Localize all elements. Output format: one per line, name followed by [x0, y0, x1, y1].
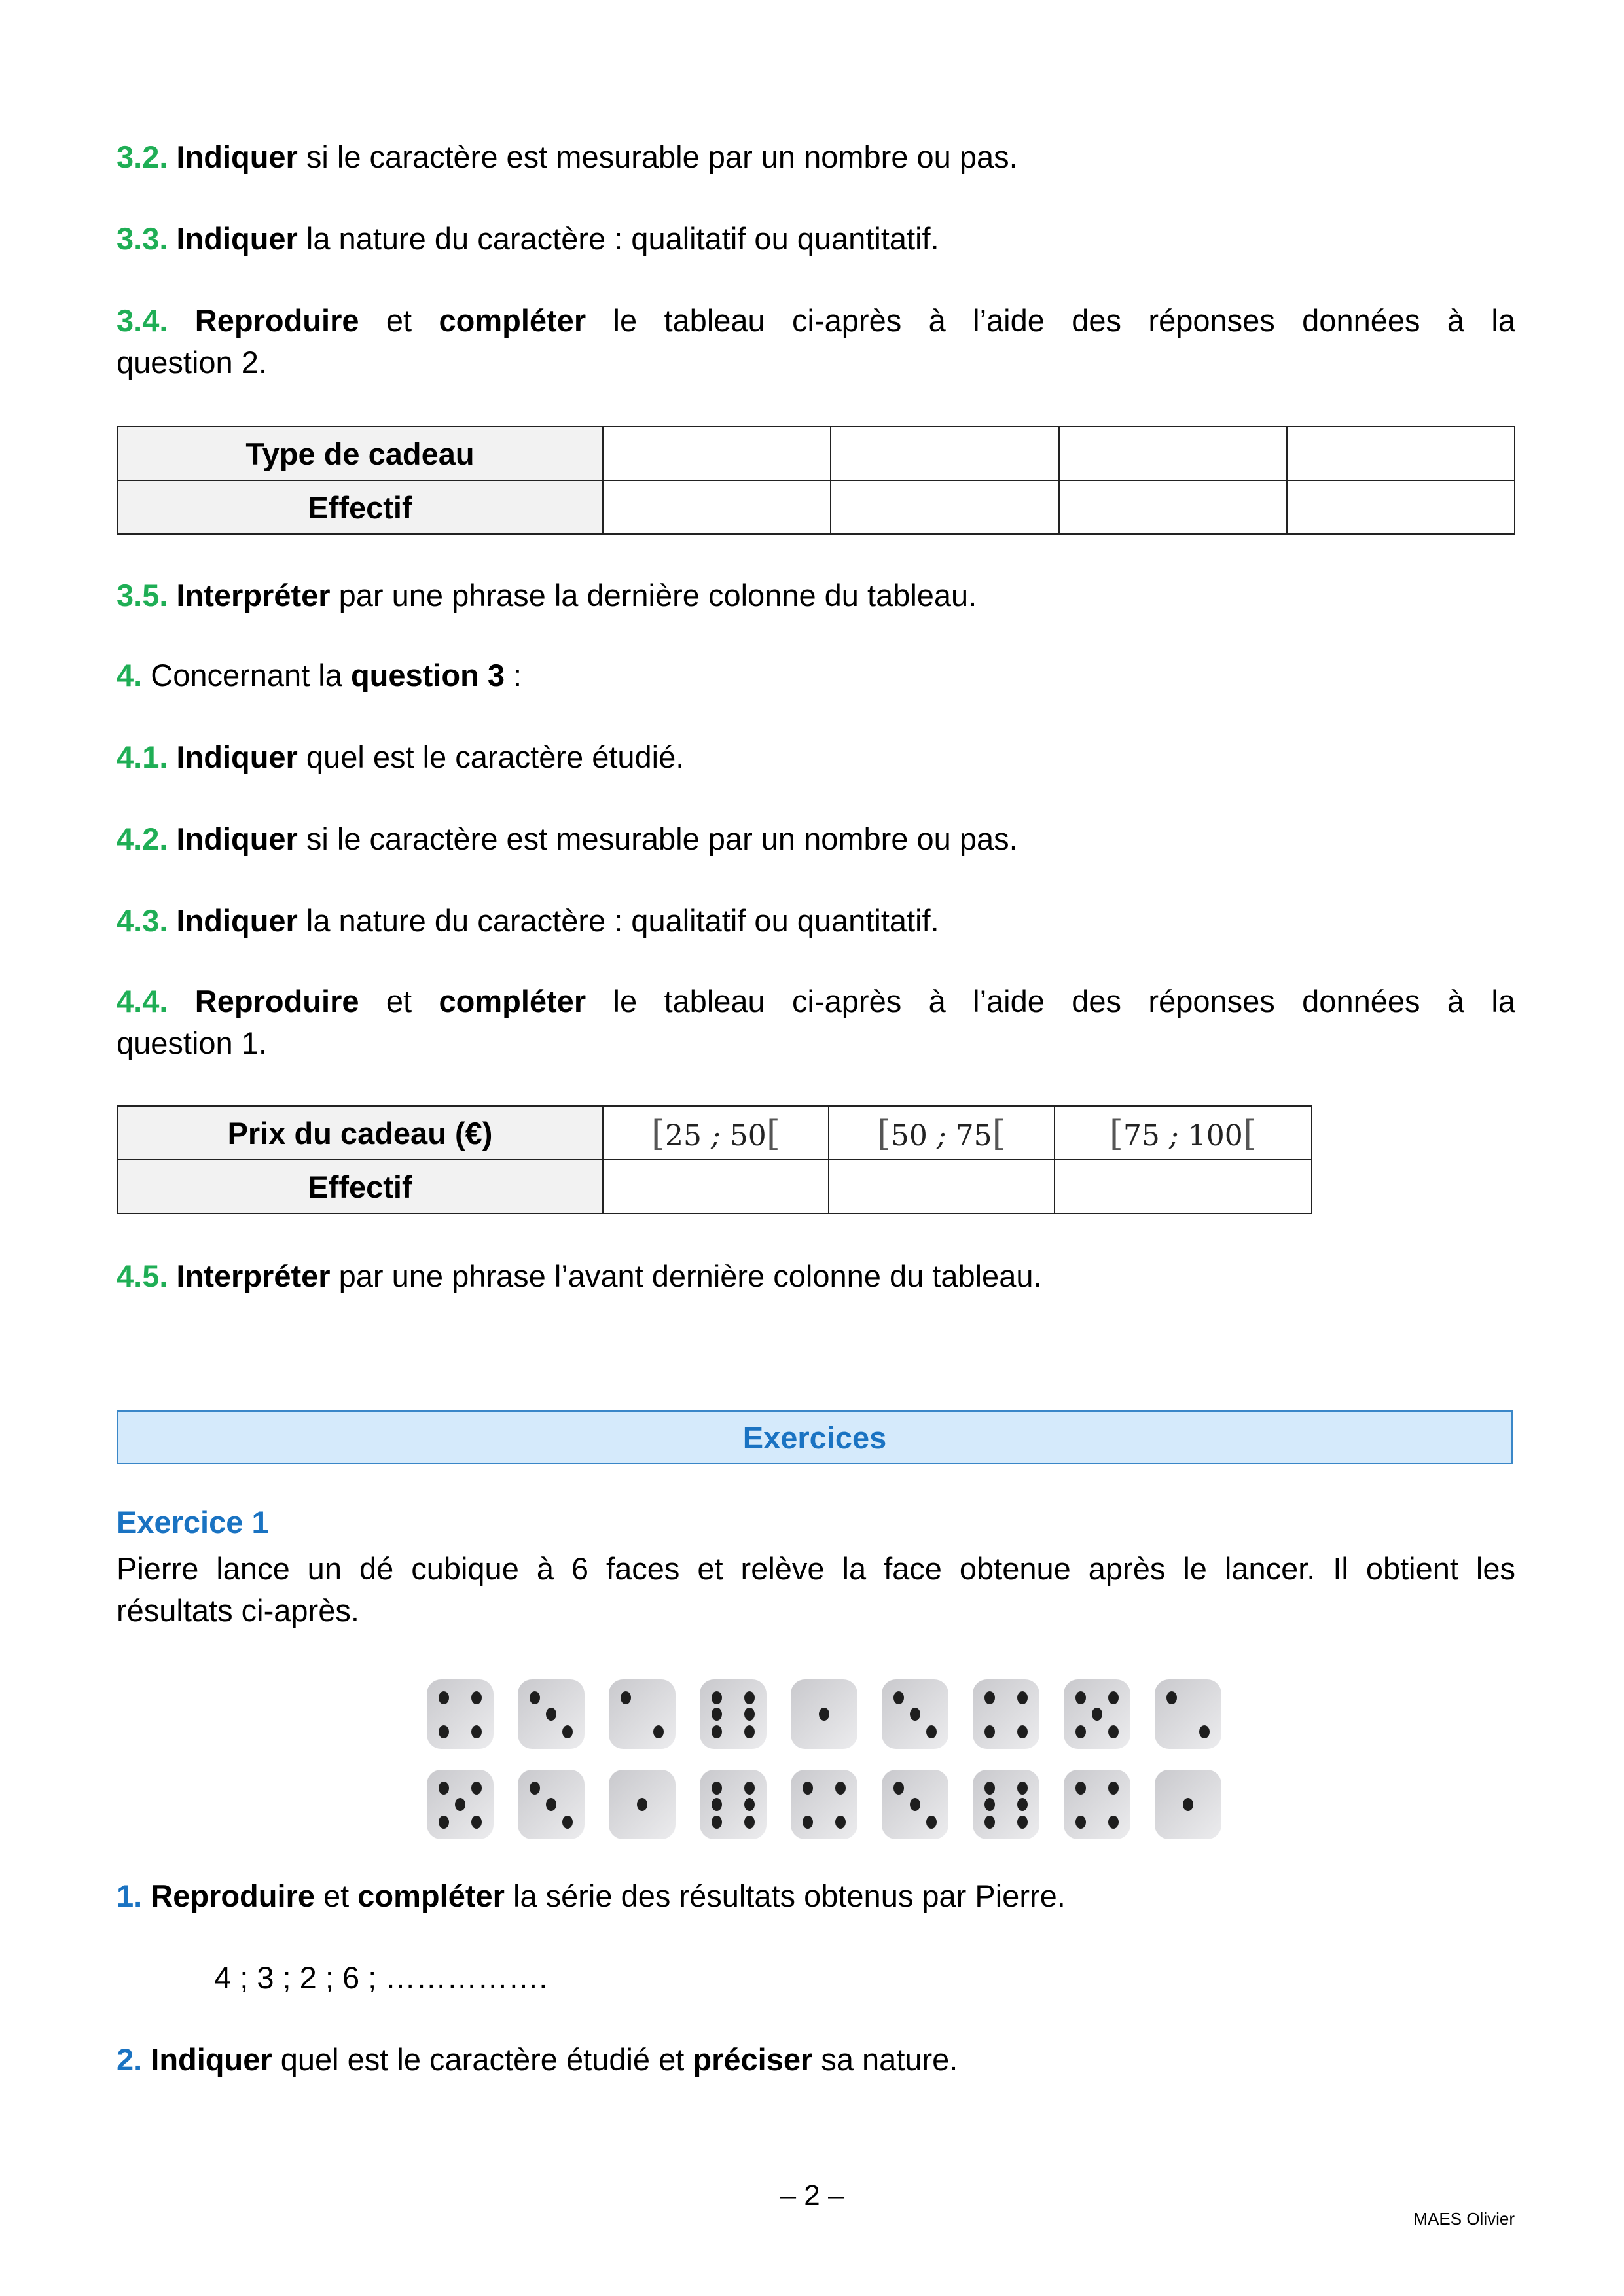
- exercise-1-question-2: [117, 2039, 1515, 2081]
- die-pip: [562, 1816, 573, 1829]
- question-verb: compléter: [357, 1878, 505, 1913]
- die-pip: [439, 1816, 449, 1829]
- question-text: quel est le caractère étudié.: [297, 740, 685, 774]
- question-verb: Indiquer: [176, 821, 298, 856]
- die-pip: [984, 1725, 995, 1738]
- table-header-price: Prix du cadeau (€): [117, 1106, 603, 1160]
- die-pip: [803, 1782, 813, 1795]
- die-pip: [530, 1691, 540, 1704]
- gift-price-table: [117, 1105, 1312, 1214]
- die-pip: [1108, 1782, 1119, 1795]
- question-4-3: [117, 900, 1515, 942]
- die-face-4-icon: [427, 1679, 494, 1749]
- question-text: le tableau ci-après à l’aide des réponses données à la: [586, 303, 1515, 338]
- die-pip: [712, 1725, 722, 1738]
- die-face-3-icon: [518, 1770, 585, 1839]
- die-pip: [1017, 1798, 1028, 1811]
- die-pip: [1017, 1725, 1028, 1738]
- table-cell[interactable]: [831, 480, 1058, 534]
- question-verb: Reproduire: [151, 1878, 315, 1913]
- question-verb: Indiquer: [176, 139, 298, 174]
- question-verb: Interpréter: [176, 578, 331, 613]
- die-pip: [712, 1708, 722, 1721]
- question-number: 4.2.: [117, 821, 168, 856]
- question-text: si le caractère est mesurable par un nombre ou pas.: [297, 821, 1018, 856]
- results-series: 4 ; 3 ; 2 ; 6 ; …………….: [214, 1960, 548, 1995]
- die-face-1-icon: [609, 1770, 676, 1839]
- interval-cell: [25 ; 50[: [603, 1106, 829, 1160]
- die-pip: [910, 1798, 920, 1811]
- table-row: [117, 480, 1515, 534]
- die-pip: [984, 1691, 995, 1704]
- table-row: [117, 427, 1515, 480]
- question-3-4-continuation: question 2.: [117, 345, 267, 380]
- die-pip: [744, 1725, 755, 1738]
- question-4-4: [117, 980, 1515, 1022]
- interval-cell: [50 ; 75[: [829, 1106, 1055, 1160]
- question-number: 4.4.: [117, 984, 168, 1018]
- table-cell[interactable]: [831, 427, 1058, 480]
- banner-title: Exercices: [742, 1420, 887, 1455]
- die-pip: [439, 1782, 449, 1795]
- die-pip: [744, 1782, 755, 1795]
- die-face-4-icon: [973, 1679, 1039, 1749]
- die-pip: [712, 1782, 722, 1795]
- author-name: MAES Olivier: [1413, 2209, 1515, 2229]
- gift-type-table: [117, 426, 1515, 535]
- question-text: quel est le caractère étudié et: [272, 2042, 693, 2077]
- question-text: et: [314, 1878, 358, 1913]
- die-face-5-icon: [1064, 1679, 1130, 1749]
- table-header-effectif: Effectif: [117, 1160, 603, 1213]
- die-pip: [984, 1816, 995, 1829]
- question-4-4-continuation: question 1.: [117, 1026, 267, 1060]
- table-row: [117, 1160, 1312, 1213]
- die-pip: [712, 1816, 722, 1829]
- question-text: par une phrase l’avant dernière colonne du tableau.: [330, 1259, 1042, 1293]
- die-pip: [910, 1708, 920, 1721]
- die-pip: [1108, 1816, 1119, 1829]
- interval-cell: [75 ; 100[: [1055, 1106, 1312, 1160]
- table-header-gift-type: Type de cadeau: [117, 427, 603, 480]
- die-pip: [1075, 1816, 1086, 1829]
- question-3-4: [117, 300, 1515, 342]
- table-cell[interactable]: [1059, 480, 1287, 534]
- die-face-1-icon: [791, 1679, 857, 1749]
- die-face-4-icon: [1064, 1770, 1130, 1839]
- die-pip: [1166, 1691, 1177, 1704]
- die-pip: [439, 1691, 449, 1704]
- die-pip: [893, 1691, 904, 1704]
- dice-row: [427, 1770, 1221, 1839]
- die-pip: [712, 1798, 722, 1811]
- exercise-1-intro: Pierre lance un dé cubique à 6 faces et relève la face obtenue après le lancer. Il obtient les: [117, 1551, 1515, 1586]
- die-pip: [819, 1708, 829, 1721]
- question-4-5: [117, 1255, 1515, 1297]
- die-face-2-icon: [1155, 1679, 1221, 1749]
- die-face-3-icon: [882, 1679, 948, 1749]
- die-pip: [471, 1725, 482, 1738]
- die-pip: [744, 1816, 755, 1829]
- die-pip: [1075, 1725, 1086, 1738]
- question-text: le tableau ci-après à l’aide des réponses données à la: [586, 984, 1515, 1018]
- question-text: sa nature.: [812, 2042, 958, 2077]
- dice-row: [427, 1679, 1221, 1749]
- die-pip: [893, 1782, 904, 1795]
- question-number: 4.3.: [117, 903, 168, 938]
- die-face-1-icon: [1155, 1770, 1221, 1839]
- die-pip: [1075, 1782, 1086, 1795]
- question-3-3: [117, 218, 1515, 260]
- question-number: 3.5.: [117, 578, 168, 613]
- table-cell[interactable]: [1287, 480, 1515, 534]
- die-pip: [835, 1816, 846, 1829]
- question-number: 4.1.: [117, 740, 168, 774]
- die-pip: [530, 1782, 540, 1795]
- die-pip: [439, 1725, 449, 1738]
- die-pip: [1017, 1816, 1028, 1829]
- question-number: 3.2.: [117, 139, 168, 174]
- question-text: par une phrase la dernière colonne du tableau.: [330, 578, 977, 613]
- die-pip: [744, 1798, 755, 1811]
- question-4: [117, 655, 1515, 696]
- die-pip: [1199, 1725, 1210, 1738]
- die-pip: [471, 1816, 482, 1829]
- question-number: 4.5.: [117, 1259, 168, 1293]
- question-verb: Reproduire: [194, 984, 359, 1018]
- question-number: 3.4.: [117, 303, 168, 338]
- die-pip: [1092, 1708, 1102, 1721]
- page-number: – 2 –: [780, 2179, 844, 2212]
- exercise-1-title: Exercice 1: [117, 1505, 269, 1539]
- exercise-1-question-1: [117, 1875, 1515, 1917]
- die-pip: [637, 1798, 647, 1811]
- question-text: la nature du caractère : qualitatif ou quantitatif.: [297, 903, 939, 938]
- question-verb: Interpréter: [176, 1259, 331, 1293]
- die-pip: [471, 1691, 482, 1704]
- die-face-2-icon: [609, 1679, 676, 1749]
- die-pip: [1108, 1691, 1119, 1704]
- question-number: 3.3.: [117, 221, 168, 256]
- question-text: et: [359, 984, 439, 1018]
- question-4-2: [117, 818, 1515, 860]
- die-pip: [926, 1725, 937, 1738]
- table-cell[interactable]: [1287, 427, 1515, 480]
- table-cell[interactable]: [603, 480, 831, 534]
- table-cell[interactable]: [603, 427, 831, 480]
- question-3-5: [117, 575, 1515, 617]
- die-pip: [546, 1798, 556, 1811]
- die-pip: [835, 1782, 846, 1795]
- question-text: la nature du caractère : qualitatif ou quantitatif.: [297, 221, 939, 256]
- interval-low: 50: [890, 1119, 928, 1153]
- die-pip: [1075, 1691, 1086, 1704]
- question-number: 2.: [117, 2042, 143, 2077]
- interval-high: 50: [729, 1119, 767, 1153]
- die-pip: [1017, 1782, 1028, 1795]
- question-4-1: [117, 736, 1515, 778]
- die-pip: [455, 1798, 465, 1811]
- die-pip: [803, 1816, 813, 1829]
- die-pip: [926, 1816, 937, 1829]
- question-verb: compléter: [439, 303, 586, 338]
- question-verb: Reproduire: [194, 303, 359, 338]
- question-number: 4.: [117, 658, 143, 692]
- table-cell[interactable]: [603, 1160, 829, 1213]
- die-pip: [471, 1782, 482, 1795]
- die-face-4-icon: [791, 1770, 857, 1839]
- question-text: :: [504, 658, 522, 692]
- interval-high: 100: [1187, 1119, 1243, 1153]
- table-row: [117, 1106, 1312, 1160]
- die-pip: [562, 1725, 573, 1738]
- question-number: 1.: [117, 1878, 143, 1913]
- die-pip: [712, 1691, 722, 1704]
- question-verb: Indiquer: [176, 740, 298, 774]
- question-text: si le caractère est mesurable par un nombre ou pas.: [297, 139, 1018, 174]
- interval-high: 75: [955, 1119, 992, 1153]
- die-face-3-icon: [882, 1770, 948, 1839]
- interval-low: 75: [1123, 1119, 1160, 1153]
- question-text: la série des résultats obtenus par Pierre.: [504, 1878, 1066, 1913]
- die-face-3-icon: [518, 1679, 585, 1749]
- die-pip: [744, 1691, 755, 1704]
- die-pip: [1017, 1691, 1028, 1704]
- die-pip: [621, 1691, 631, 1704]
- table-cell[interactable]: [829, 1160, 1055, 1213]
- question-verb: Indiquer: [176, 903, 298, 938]
- die-face-6-icon: [700, 1679, 767, 1749]
- table-cell[interactable]: [1055, 1160, 1312, 1213]
- die-face-6-icon: [973, 1770, 1039, 1839]
- question-verb: Indiquer: [151, 2042, 272, 2077]
- die-pip: [546, 1708, 556, 1721]
- question-3-2: [117, 136, 1515, 178]
- question-text: et: [359, 303, 439, 338]
- question-verb: Indiquer: [176, 221, 298, 256]
- table-cell[interactable]: [1059, 427, 1287, 480]
- die-pip: [984, 1782, 995, 1795]
- question-text: Concernant la: [142, 658, 351, 692]
- die-pip: [653, 1725, 664, 1738]
- die-face-6-icon: [700, 1770, 767, 1839]
- die-pip: [1183, 1798, 1193, 1811]
- question-verb: compléter: [439, 984, 586, 1018]
- exercise-1-intro-continuation: résultats ci-après.: [117, 1593, 359, 1628]
- question-verb: préciser: [693, 2042, 813, 2077]
- die-face-5-icon: [427, 1770, 494, 1839]
- interval-low: 25: [665, 1119, 702, 1153]
- die-pip: [744, 1708, 755, 1721]
- die-pip: [984, 1798, 995, 1811]
- exercices-banner: [117, 1410, 1513, 1464]
- question-reference: question 3: [350, 658, 505, 692]
- die-pip: [1108, 1725, 1119, 1738]
- table-header-effectif: Effectif: [117, 480, 603, 534]
